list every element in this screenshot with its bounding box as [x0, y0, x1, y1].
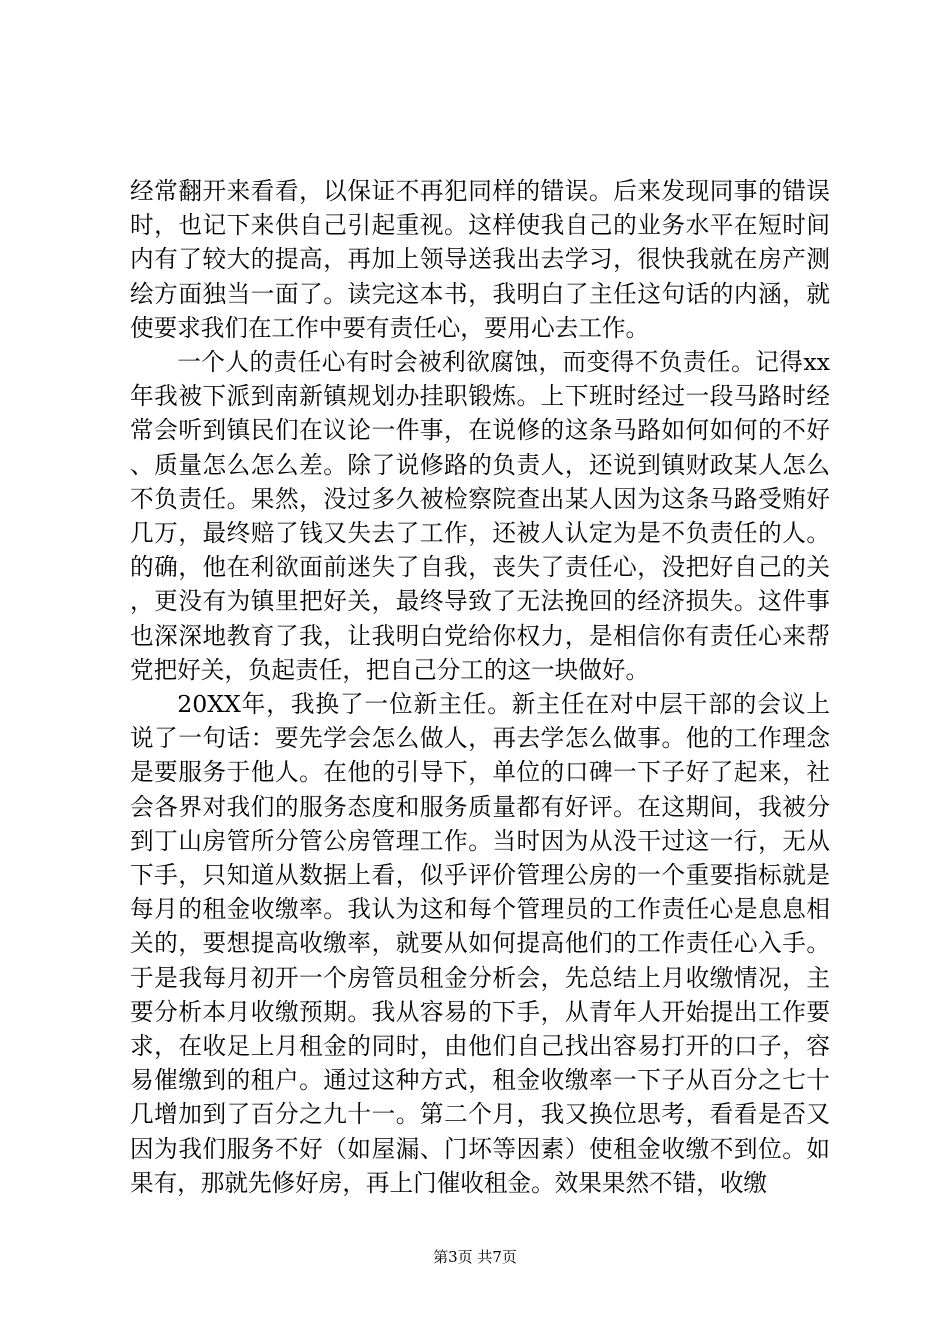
- document-body: [130, 174, 830, 1200]
- paragraph-corruption-story: 一个人的责任心有时会被利欲腐蚀，而变得不负责任。记得xx年我被下派到南新镇规划办挂职锻炼。上下班时经过一段马路时经常会听到镇民们在议论一件事，在说修的这条马路如何如何的不好、质量怎么怎么差。除了说修路的负责人，还说到镇财政某人怎么不负责任。果然，没过多久被检察院查出某人因为这条马路受贿好几万，最终赔了钱又失去了工作，还被人认定为是不负责任的人。的确，他在利欲面前迷失了自我，丧失了责任心，没把好自己的关，更没有为镇里把好关，最终导致了无法挽回的经济损失。这件事也深深地教育了我，让我明白党给你权力，是相信你有责任心来帮党把好关，负起责任，把自己分工的这一块做好。: [130, 348, 830, 684]
- paragraph-continuation: 经常翻开来看看，以保证不再犯同样的错误。后来发现同事的错误时，也记下来供自己引起重视。这样使我自己的业务水平在短时间内有了较大的提高，再加上领导送我出去学习，很快我就在房产测绘方面独当一面了。读完这本书，我明白了主任这句话的内涵，就使要求我们在工作中要有责任心，要用心去工作。: [130, 177, 830, 342]
- paragraph-new-director: 20XX年，我换了一位新主任。新主任在对中层干部的会议上说了一句话：要先学会怎么做人，再去学怎么做事。他的工作理念是要服务于他人。在他的引导下，单位的口碑一下子好了起来，社会各界对我们的服务态度和服务质量都有好评。在这期间，我被分到丁山房管所分管公房管理工作。当时因为从没干过这一行，无从下手，只知道从数据上看，似乎评价管理公房的一个重要指标就是每月的租金收缴率。我认为这和每个管理员的工作责任心是息息相关的，要想提高收缴率，就要从如何提高他们的工作责任心入手。于是我每月初开一个房管员租金分析会，先总结上月收缴情况，主要分析本月收缴预期。我从容易的下手，从青年人开始提出工作要求，在收足上月租金的同时，由他们自己找出容易打开的口子，容易催缴到的租户。通过这种方式，租金收缴率一下子从百分之七十几增加到了百分之九十一。第二个月，我又换位思考，看看是否又因为我们服务不好（如屋漏、门坏等因素）使租金收缴不到位。如果有，那就先修好房，再上门催收租金。效果果然不错，收缴: [130, 690, 830, 1197]
- page-footer: 第3页 共7页: [433, 1248, 517, 1266]
